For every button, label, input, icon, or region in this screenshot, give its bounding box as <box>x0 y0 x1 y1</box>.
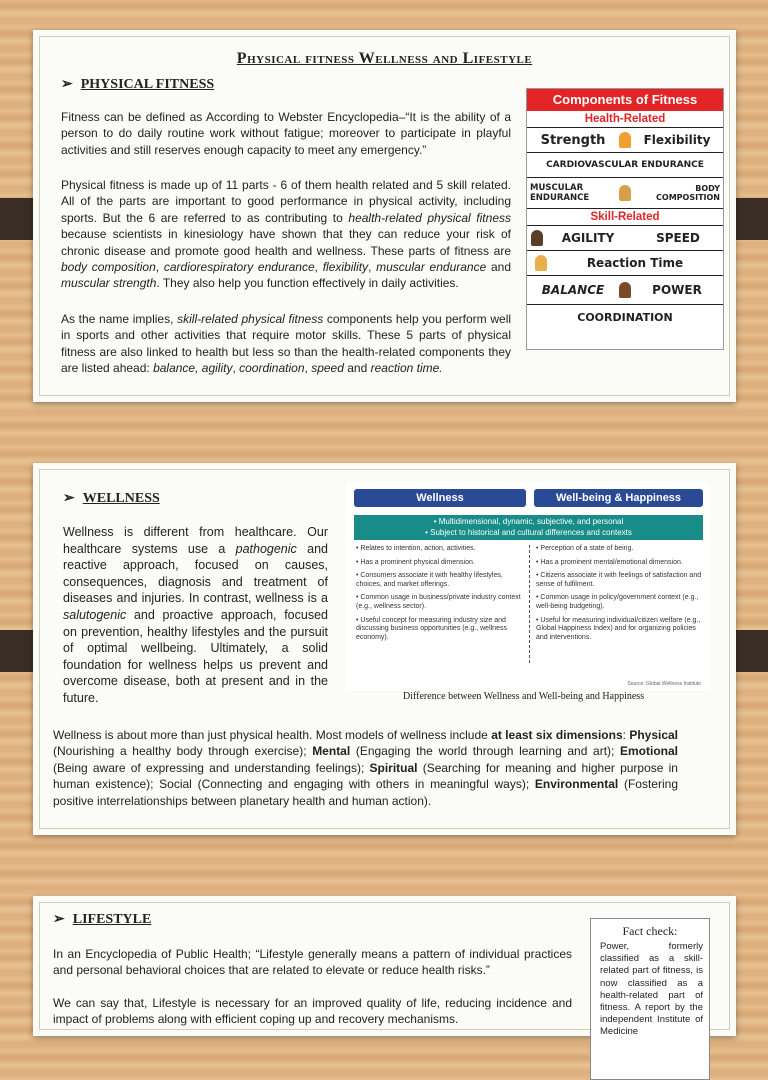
poster-row-coordination <box>527 304 723 329</box>
wellness-heading <box>63 490 160 507</box>
list-item: • Relates to intention, action, activities. <box>356 545 524 554</box>
lifestyle-heading <box>53 911 151 928</box>
athlete-figure-icon <box>619 185 631 201</box>
poster-balance: BALANCE <box>541 283 605 297</box>
band-line-2: • Subject to historical and cultural differences and contexts <box>425 528 632 537</box>
list-item: • Citizens associate it with feelings of satisfaction and sense of fulfilment. <box>536 572 703 589</box>
wellbeing-column <box>536 545 703 647</box>
wellness-column <box>356 545 524 647</box>
physical-fitness-card <box>33 30 736 402</box>
components-of-fitness-poster <box>526 88 724 350</box>
list-item: • Perception of a state of being. <box>536 545 703 554</box>
poster-flexibility: Flexibility <box>643 133 711 147</box>
poster-title: Components of Fitness <box>527 89 723 111</box>
poster-speed: SPEED <box>656 231 700 245</box>
wellness-dimensions: Wellness is about more than just physical health. Most models of wellness include at least six dimensions: Physical (Nourishing a healthy body through exercise); Mental (Engaging the world through learning and art); Emotional (Being aware of expressing and understanding feelings); Spiritual (Searching for meaning and higher purpose in human existence); Social (Connecting and engaging with others in meaningful ways); Environmental (Fostering positive interrelationships between planetary health and human action). <box>53 728 679 808</box>
heading-label: WELLNESS <box>82 491 160 506</box>
table-head-wellness: Wellness <box>354 489 526 507</box>
lifestyle-importance: We can say that, Lifestyle is necessary for an improved quality of life, reducing incidence and impact of problems along with efficient coping up and recovery mechanisms. <box>53 996 572 1027</box>
wellness-vs-wellbeing-table <box>346 483 709 691</box>
band-line-1: • Multidimensional, dynamic, subjective, and personal <box>433 517 624 526</box>
fact-check-box <box>590 918 710 1080</box>
stretching-figure-icon <box>619 132 631 148</box>
reaction-figure-icon <box>535 255 547 271</box>
fitness-definition: Fitness can be defined as According to Webster Encyclopedia–“It is the ability of a person to do daily routine work without fatigue; moreover to participate in playful activities and still reserves enough capacity to meet any emergency.” <box>61 110 511 157</box>
poster-power: POWER <box>652 283 702 297</box>
poster-row-agility <box>527 225 723 250</box>
agility-figure-icon <box>531 230 543 246</box>
poster-skill-label: Skill-Related <box>527 208 723 225</box>
poster-row-reaction <box>527 250 723 275</box>
poster-agility: AGILITY <box>561 231 615 245</box>
skill-related-paragraph: As the name implies, skill-related physical fitness components help you perform well in sports and other activities that require motor skills. These 5 parts of physical fitness are also linked to health but less so than the health-related components they are listed ahead: balance, agility, coordination, speed and reaction time. <box>61 312 512 376</box>
table-head-wellbeing: Well-being & Happiness <box>534 489 703 507</box>
wellness-definition: Wellness is different from healthcare. Our healthcare systems use a pathogenic and reactive approach, focused on causes, consequences, diagnosis and treatment of diseases and injuries. In contrast, wellness is a salutogenic and proactive approach, focused on prevention, healthy lifestyles and the pursuit of optimal wellbeing. Ultimately, a solid foundation for wellness helps us prevent and overcome disease, both at present and in the future. <box>63 525 328 705</box>
lifestyle-definition: In an Encyclopedia of Public Health; “Lifestyle generally means a pattern of individual practices and personal behavioral choices that are related to elevate or reduce health risks.” <box>53 947 572 978</box>
physical-fitness-heading <box>61 76 214 93</box>
list-item: • Has a prominent physical dimension. <box>356 559 524 568</box>
poster-reaction: Reaction Time <box>586 256 684 270</box>
power-figure-icon <box>619 282 631 298</box>
fact-check-title: Fact check: <box>622 924 678 938</box>
poster-row-cardio <box>527 152 723 177</box>
poster-health-label: Health-Related <box>584 113 666 125</box>
table-divider <box>529 545 530 663</box>
bullet-arrow-icon: ➢ <box>53 912 65 927</box>
poster-row-strength <box>527 127 723 152</box>
fact-check-text: Power, formerly classified as a skill-related part of fitness, is now classified as a health-related part of fitness. A report by the independent Institute of Medicine <box>600 941 703 1038</box>
fitness-parts-paragraph: Physical fitness is made up of 11 parts - 6 of them health related and 5 skill related. All of the parts are important to good performance in physical activity, including sports. But the 6 are referred to as contributing to health-related physical fitness because scientists in kinesiology have shown that they can reduce your risk of chronic disease and promote good health and wellness. These parts of fitness are body composition, cardiorespiratory endurance, flexibility, muscular endurance and muscular strength. They also help you function effectively in daily activities. <box>61 178 512 291</box>
poster-muscular: MUSCULAR ENDURANCE <box>530 183 590 203</box>
wellness-card <box>33 463 736 835</box>
poster-cardio: CARDIOVASCULAR ENDURANCE <box>546 160 704 170</box>
list-item: • Has a prominent mental/emotional dimension. <box>536 559 703 568</box>
list-item: • Common usage in business/private industry context (e.g., wellness sector). <box>356 594 524 611</box>
poster-row-balance <box>527 275 723 304</box>
list-item: • Useful for measuring individual/citizen welfare (e.g., Global Happiness Index) and for organizing policies and interventions. <box>536 617 703 643</box>
poster-coordination: COORDINATION <box>577 310 673 324</box>
list-item: • Useful concept for measuring industry size and discussing business opportunities (e.g., wellness economy). <box>356 617 524 643</box>
poster-strength: Strength <box>540 132 606 148</box>
list-item: • Common usage in policy/government context (e.g., well-being budgeting). <box>536 594 703 611</box>
heading-label: LIFESTYLE <box>72 912 152 927</box>
bullet-arrow-icon: ➢ <box>63 491 75 506</box>
table-shared-band <box>354 515 703 540</box>
table-source: Source: Global Wellness Institute <box>627 681 701 687</box>
poster-body: BODY COMPOSITION <box>656 184 720 202</box>
lifestyle-card <box>33 896 736 1036</box>
list-item: • Consumers associate it with healthy lifestyles, choices, and market offerings. <box>356 572 524 589</box>
table-caption: Difference between Wellness and Well-being and Happiness <box>403 691 645 702</box>
page-title: Physical fitness Wellness and Lifestyle <box>236 50 533 67</box>
heading-label: PHYSICAL FITNESS <box>80 77 215 92</box>
bullet-arrow-icon: ➢ <box>61 77 73 92</box>
poster-row-muscular <box>527 177 723 208</box>
